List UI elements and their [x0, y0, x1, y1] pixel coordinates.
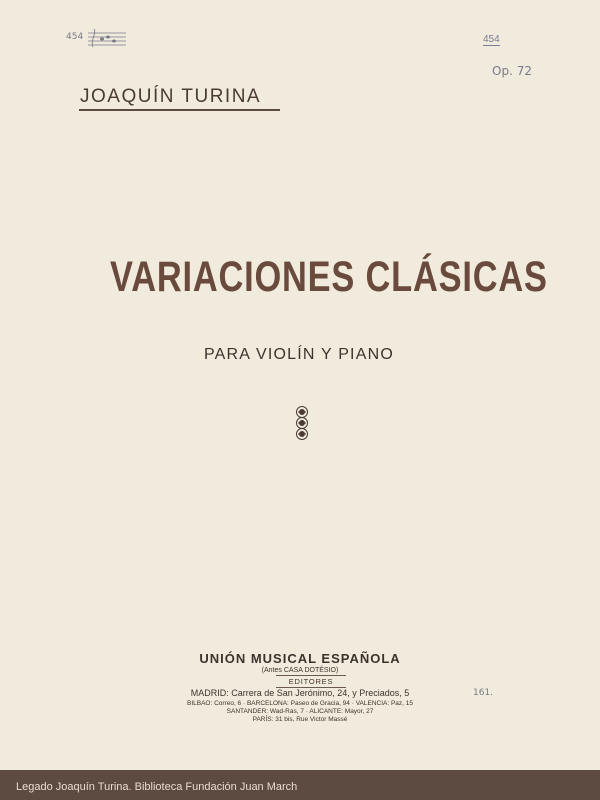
publisher-madrid-address: MADRID: Carrera de San Jerónimo, 24, y Preciados, 5 — [190, 688, 410, 698]
handwritten-catalog-number: 454 — [66, 32, 84, 42]
catalog-stamp-number: 454 — [483, 34, 500, 45]
library-credit: Legado Joaquín Turina. Biblioteca Fundación Juan March — [16, 781, 298, 793]
handwritten-shelf-number: 161. — [473, 688, 494, 698]
publisher-former-name: (Antes CASA DOTÉSIO) — [261, 667, 339, 674]
handwritten-opus-number: Op. 72 — [492, 64, 532, 78]
composer-underline — [79, 109, 280, 111]
publisher-branches-line-2: SANTANDER: Wad-Ras, 7 · ALICANTE: Mayor, 27 — [226, 708, 374, 715]
work-title: VARIACIONES CLÁSICAS — [110, 253, 548, 301]
publisher-branches-line-3: PARÍS: 31 bis, Rue Victor Massé — [252, 716, 348, 723]
music-staff-sketch — [88, 29, 126, 49]
composer-name: JOAQUÍN TURINA — [80, 86, 262, 107]
work-subtitle: PARA VIOLÍN Y PIANO — [204, 346, 394, 363]
publisher-name: UNIÓN MUSICAL ESPAÑOLA — [199, 651, 401, 666]
publisher-branches-line-1: BILBAO: Correo, 6 · BARCELONA: Paseo de Gracia, 94 · VALENCIA: Paz, 15 — [186, 700, 414, 707]
publisher-emblem-icon — [291, 405, 313, 443]
publisher-editors-label: EDITORES — [276, 675, 346, 688]
